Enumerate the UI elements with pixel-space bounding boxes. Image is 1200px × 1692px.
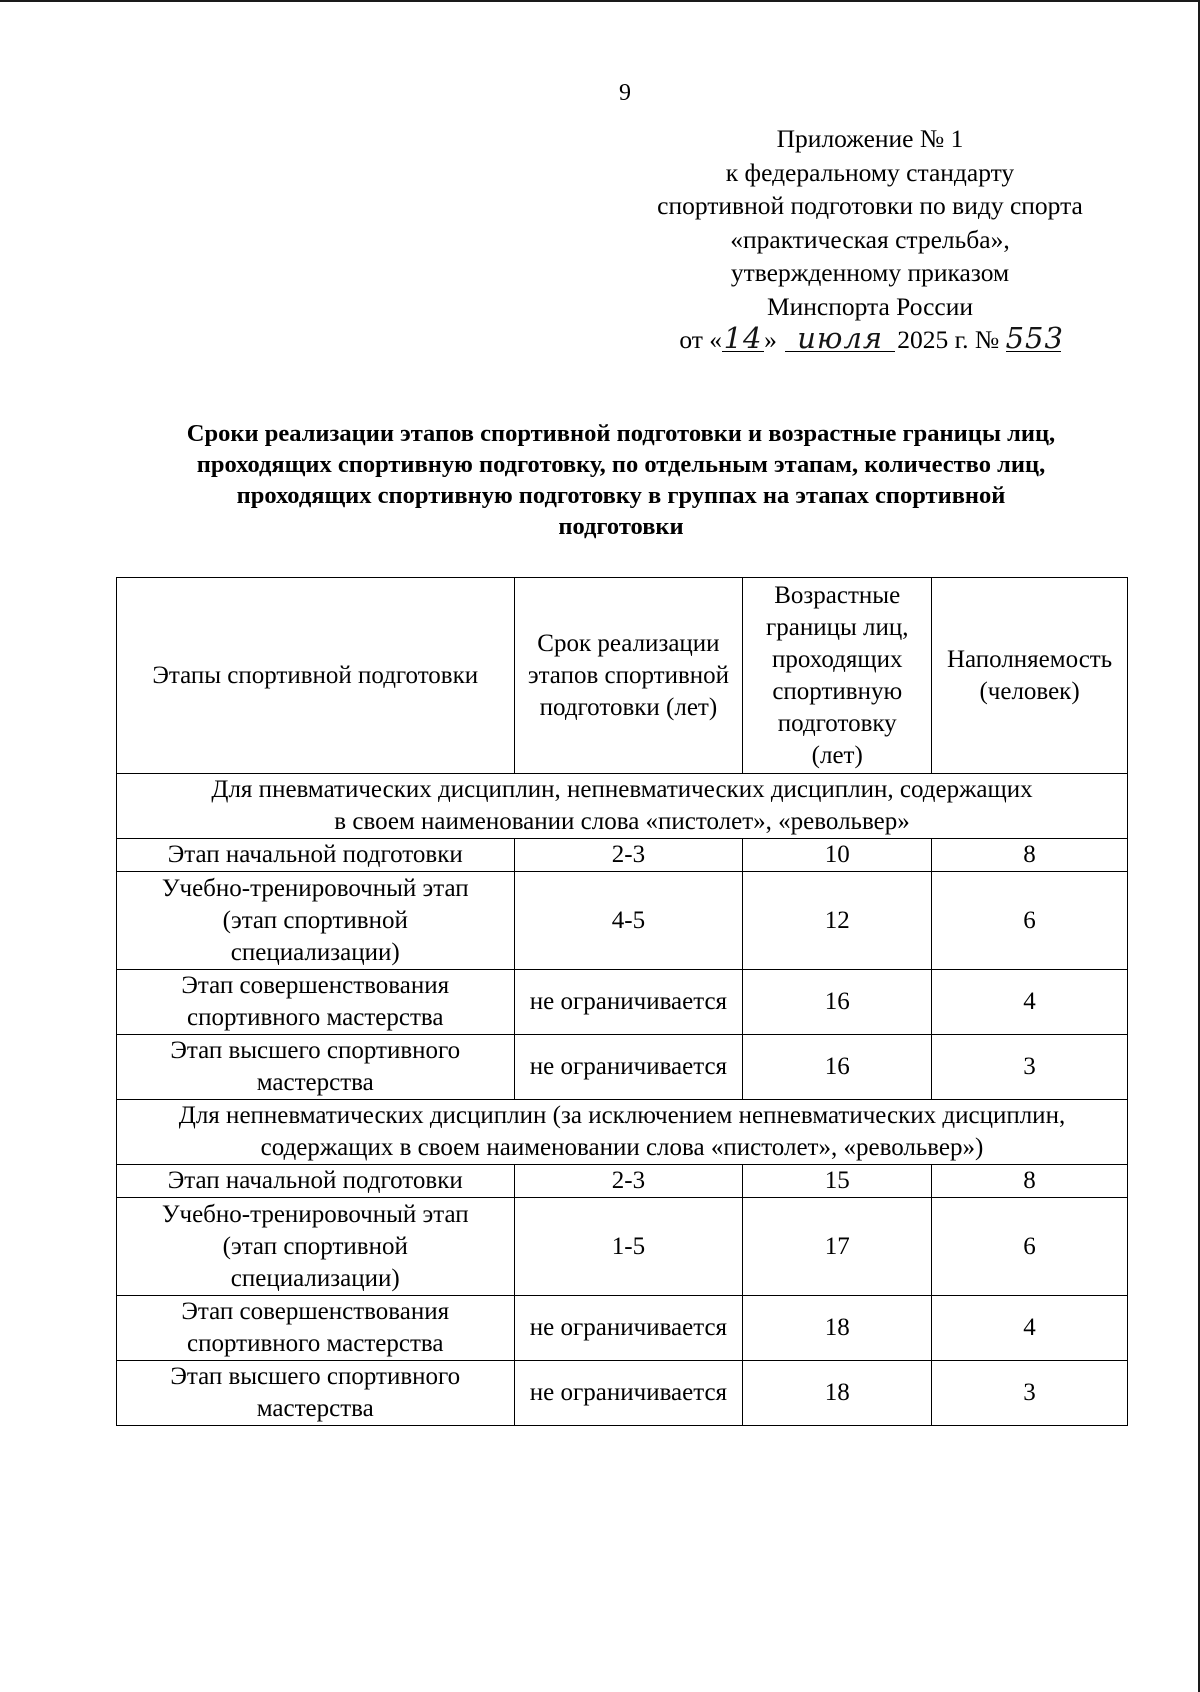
cell-stage bbox=[117, 1165, 515, 1198]
table-row bbox=[117, 839, 1128, 872]
header-term-line: Срок реализации bbox=[537, 629, 720, 657]
stages-table bbox=[116, 577, 1128, 1426]
cell-term: не ограничивается bbox=[514, 1035, 743, 1100]
cell-age: 16 bbox=[743, 1035, 932, 1100]
title-line: проходящих спортивную подготовку, по отдельным этапам, количество лиц, bbox=[196, 451, 1046, 478]
scan-edge-top bbox=[0, 0, 1200, 2]
title-line: подготовки bbox=[558, 513, 684, 540]
group-caption-row bbox=[117, 1100, 1128, 1165]
table-row bbox=[117, 970, 1128, 1035]
cell-term: не ограничивается bbox=[514, 1361, 743, 1426]
group-caption-line: Для пневматических дисциплин, непневматических дисциплин, содержащих bbox=[211, 776, 1033, 803]
cell-age: 12 bbox=[743, 872, 932, 970]
header-age-line: проходящих bbox=[772, 645, 903, 673]
stage-line: Этап высшего спортивного bbox=[170, 1363, 461, 1390]
page-number: 9 bbox=[619, 80, 631, 106]
stage-line: (этап спортивной bbox=[222, 906, 408, 934]
stage-line: мастерства bbox=[256, 1069, 374, 1096]
table-row bbox=[117, 1035, 1128, 1100]
header-size bbox=[932, 578, 1128, 774]
cell-age: 18 bbox=[743, 1296, 932, 1361]
header-size-line: Наполняемость bbox=[946, 645, 1113, 673]
cell-stage bbox=[117, 1198, 515, 1296]
date-year: 2025 г. № bbox=[897, 325, 1000, 354]
document-title bbox=[116, 418, 1126, 542]
appendix-line: к федеральному стандарту bbox=[725, 157, 1015, 187]
header-term bbox=[514, 578, 743, 774]
title-line: Сроки реализации этапов спортивной подготовки и возрастные границы лиц, bbox=[186, 420, 1056, 447]
cell-term: 4-5 bbox=[514, 872, 743, 970]
handwritten-day: 14 bbox=[723, 321, 763, 355]
stage-line: спортивного мастерства bbox=[187, 1004, 444, 1031]
cell-size: 6 bbox=[932, 872, 1128, 970]
cell-stage bbox=[117, 1361, 515, 1426]
stage-line: Учебно-тренировочный этап bbox=[161, 874, 469, 902]
cell-term: не ограничивается bbox=[514, 970, 743, 1035]
stage-line: специализации) bbox=[230, 938, 400, 966]
stage-line: Этап высшего спортивного bbox=[170, 1037, 461, 1064]
group-caption-row bbox=[117, 774, 1128, 839]
group-caption bbox=[117, 774, 1128, 839]
cell-stage bbox=[117, 872, 515, 970]
handwritten-order-number: 553 bbox=[1005, 321, 1064, 355]
cell-term: 1-5 bbox=[514, 1198, 743, 1296]
group-caption-line: содержащих в своем наименовании слова «пистолет», «револьвер») bbox=[260, 1134, 984, 1161]
appendix-line: Минспорта России bbox=[766, 291, 974, 321]
group-caption bbox=[117, 1100, 1128, 1165]
stage-line: мастерства bbox=[256, 1395, 374, 1422]
cell-term: 2-3 bbox=[514, 1165, 743, 1198]
stage-line: Этап начальной подготовки bbox=[167, 1167, 463, 1194]
cell-stage bbox=[117, 970, 515, 1035]
stage-line: Учебно-тренировочный этап bbox=[161, 1200, 469, 1228]
cell-size: 3 bbox=[932, 1361, 1128, 1426]
handwritten-month: июля bbox=[785, 325, 895, 352]
cell-age: 10 bbox=[743, 839, 932, 872]
table-row bbox=[117, 872, 1128, 970]
header-term-line: этапов спортивной bbox=[527, 661, 730, 689]
header-stage-label: Этапы спортивной подготовки bbox=[152, 661, 479, 689]
stage-line: Этап совершенствования bbox=[181, 1298, 450, 1325]
cell-age: 15 bbox=[743, 1165, 932, 1198]
cell-stage bbox=[117, 1035, 515, 1100]
table-row bbox=[117, 1198, 1128, 1296]
table-header-row bbox=[117, 578, 1128, 774]
title-line: проходящих спортивную подготовку в группах на этапах спортивной bbox=[236, 482, 1006, 509]
table-row bbox=[117, 1296, 1128, 1361]
header-term-line: подготовки (лет) bbox=[539, 693, 718, 721]
stage-line: Этап начальной подготовки bbox=[167, 841, 463, 868]
stage-line: (этап спортивной bbox=[222, 1232, 408, 1260]
stage-line: спортивного мастерства bbox=[187, 1330, 444, 1357]
cell-term: 2-3 bbox=[514, 839, 743, 872]
cell-term: не ограничивается bbox=[514, 1296, 743, 1361]
stage-line: специализации) bbox=[230, 1264, 400, 1292]
date-prefix: от « bbox=[679, 325, 723, 354]
header-age-line: подготовку bbox=[777, 709, 897, 737]
cell-size: 3 bbox=[932, 1035, 1128, 1100]
cell-stage bbox=[117, 839, 515, 872]
appendix-line: утвержденному приказом bbox=[730, 258, 1010, 287]
appendix-line: спортивной подготовки по виду спорта bbox=[657, 191, 1083, 220]
order-date-line bbox=[620, 323, 1120, 357]
table-row bbox=[117, 1361, 1128, 1426]
cell-size: 8 bbox=[932, 839, 1128, 872]
cell-stage bbox=[117, 1296, 515, 1361]
appendix-line: «практическая стрельба», bbox=[730, 224, 1010, 254]
group-caption-line: Для непневматических дисциплин (за исключением непневматических дисциплин, bbox=[178, 1102, 1066, 1129]
header-age bbox=[743, 578, 932, 774]
cell-age: 17 bbox=[743, 1198, 932, 1296]
header-age-line: (лет) bbox=[811, 741, 863, 769]
header-age-line: спортивную bbox=[772, 677, 903, 705]
cell-age: 16 bbox=[743, 970, 932, 1035]
stage-line: Этап совершенствования bbox=[181, 972, 450, 999]
appendix-header bbox=[620, 122, 1120, 357]
cell-size: 8 bbox=[932, 1165, 1128, 1198]
header-age-line: Возрастные bbox=[774, 581, 901, 609]
table-row bbox=[117, 1165, 1128, 1198]
cell-size: 4 bbox=[932, 970, 1128, 1035]
date-mid: » bbox=[764, 325, 777, 354]
header-size-line: (человек) bbox=[979, 677, 1080, 705]
cell-size: 4 bbox=[932, 1296, 1128, 1361]
appendix-line: Приложение № 1 bbox=[776, 124, 964, 153]
cell-size: 6 bbox=[932, 1198, 1128, 1296]
header-stage bbox=[117, 578, 515, 774]
header-age-line: границы лиц, bbox=[765, 613, 909, 641]
cell-age: 18 bbox=[743, 1361, 932, 1426]
group-caption-line: в своем наименовании слова «пистолет», «револьвер» bbox=[334, 808, 910, 835]
